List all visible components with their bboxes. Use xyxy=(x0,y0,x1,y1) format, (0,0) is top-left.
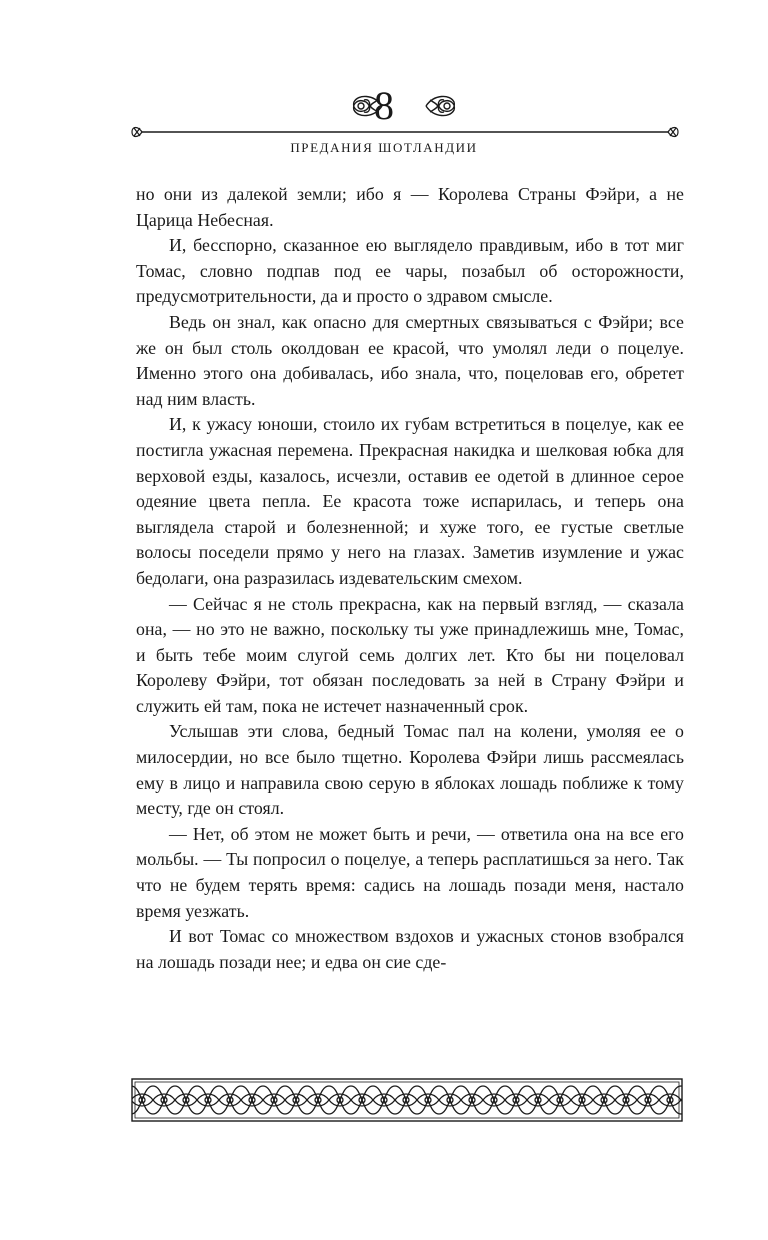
paragraph: И, бесспорно, сказанное ею выглядело правдивым, ибо в тот миг Томас, словно подпав под ее чары, позабыл об осторожности, предусмотрительности, да и просто о здравом смысле. xyxy=(136,235,684,307)
paragraph: — Сейчас я не столь прекрасна, как на первый взгляд, — сказала она, — но это не важно, поскольку ты уже принадлежишь мне, Томас, и быть тебе моим слугой семь долгих лет. Кто бы ни поцеловал Королеву Фэйри, тот обязан последовать за ней в Страну Фэйри и служить ей там, пока не истечет назначенный срок. xyxy=(136,593,684,716)
celtic-border-ornament xyxy=(131,1078,683,1122)
celtic-knot-right-icon xyxy=(424,92,460,120)
running-title: ПРЕДАНИЯ ШОТЛАНДИИ xyxy=(290,140,478,155)
paragraph: И вот Томас со множеством вздохов и ужасных стонов взобрался на лошадь позади нее; и едва он сие сде- xyxy=(136,926,684,972)
paragraph: но они из далекой земли; ибо я — Королева Страны Фэйри, а не Царица Небесная. xyxy=(136,184,684,230)
paragraph: — Нет, об этом не может быть и речи, — ответила она на все его мольбы. — Ты попросил о поцелуе, а теперь расплатишься за него. Так что не будем терять время: садись на лошадь позади меня, настало время уезжать. xyxy=(136,823,684,921)
body-text xyxy=(136,182,684,975)
header-rule xyxy=(130,126,680,138)
page-header xyxy=(0,80,768,160)
page-number: 8 xyxy=(374,83,394,128)
paragraph: Услышав эти слова, бедный Томас пал на колени, умоляя ее о милосердии, но все было тщетно. Королева Фэйри лишь рассмеялась ему в лицо и направила свою серую в яблоках лошадь поближе к тому месту, где он стоял. xyxy=(136,721,684,819)
paragraph: Ведь он знал, как опасно для смертных связываться с Фэйри; все же он был столь околдован ее красой, что умолял леди о поцелуе. Именно этого она добивалась, ибо знала, что, поцеловав его, обретет над ним власть. xyxy=(136,311,684,409)
paragraph: И, к ужасу юноши, стоило их губам встретиться в поцелуе, как ее постигла ужасная перемена. Прекрасная накидка и шелковая юбка для верховой езды, казалось, исчезли, оставив ее одетой в длинное серое одеяние цвета пепла. Ее красота тоже испарилась, и теперь она выглядела старой и болезненной; и хуже того, ее густые светлые волосы поседели прямо у него на глазах. Заметив изумление и ужас бедолаги, она разразилась издевательским смехом. xyxy=(136,414,684,588)
